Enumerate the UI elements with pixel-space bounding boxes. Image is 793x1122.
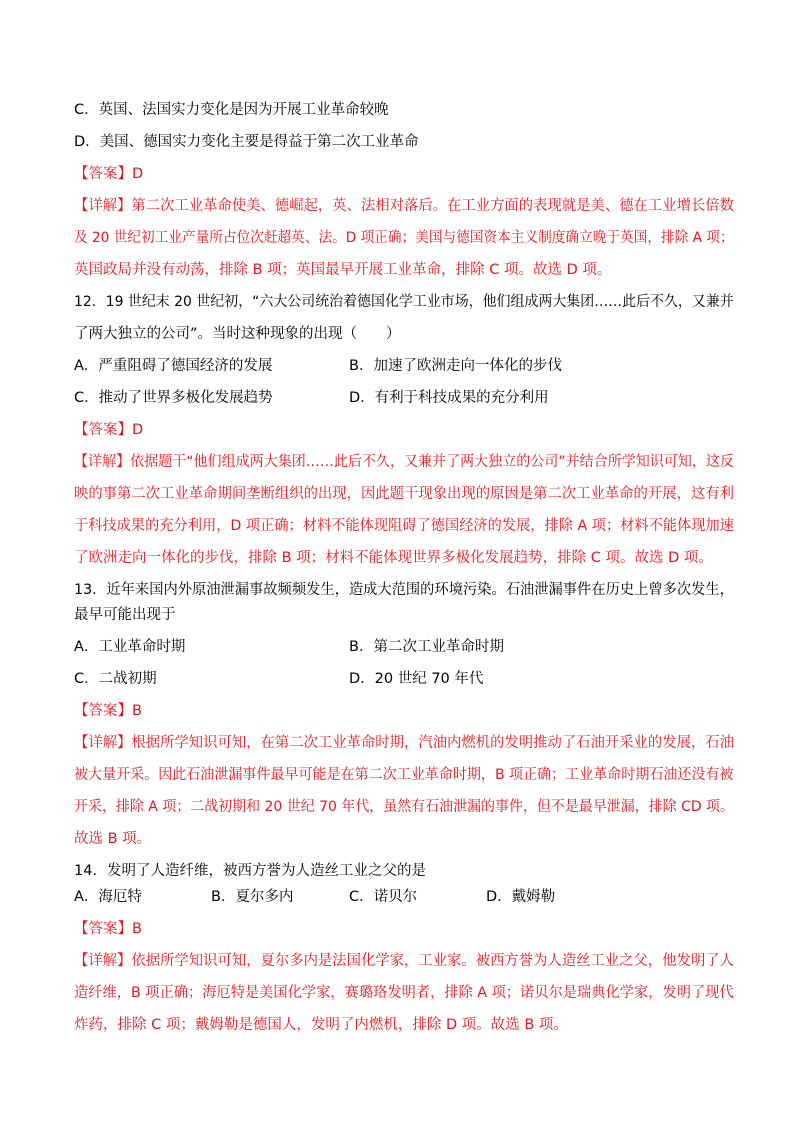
- q12-option-b: B．加速了欧洲走向一体化的步伐: [349, 358, 562, 374]
- q13-option-a: A．工业革命时期: [74, 639, 186, 655]
- q14-answer: 【答案】B: [74, 921, 142, 937]
- q12-answer: 【答案】D: [74, 422, 144, 438]
- q11-option-c: C．英国、法国实力变化是因为开展工业革命较晚: [74, 102, 389, 118]
- q11-answer: 【答案】D: [74, 166, 144, 182]
- q13-detail-line: 开采，排除 A 项；二战初期和 20 世纪 70 年代，虽然有石油泄漏的事件，但不是最早泄漏，排除 CD 项。: [74, 799, 734, 815]
- q12-detail-line: 映的事第二次工业革命期间垄断组织的出现，因此题干现象出现的原因是第二次工业革命的开展，这有利: [74, 486, 734, 502]
- q14-option-b: B．夏尔多内: [211, 889, 294, 905]
- q14-stem: 14．发明了人造纤维，被西方誉为人造丝工业之父的是: [74, 863, 426, 879]
- q13-detail-line: 被大量开采。因此石油泄漏事件最早可能是在第二次工业革命时期，B 项正确；工业革命时期石油还没有被: [74, 767, 734, 783]
- q12-option-d: D．有利于科技成果的充分利用: [349, 390, 549, 406]
- q13-stem-line: 13．近年来国内外原油泄漏事故频频发生，造成大范围的环境污染。石油泄漏事件在历史上曾多次发生，: [74, 582, 734, 598]
- q14-option-d: D．戴姆勒: [486, 889, 556, 905]
- q14-detail-line: 造纤维，B 项正确；海厄特是美国化学家，赛璐珞发明者，排除 A 项；诺贝尔是瑞典化学家，发明了现代: [74, 985, 734, 1001]
- q13-answer: 【答案】B: [74, 703, 142, 719]
- q11-detail-line: 及 20 世纪初工业产量所占位次赶超英、法。D 项正确；美国与德国资本主义制度确立晚于英国，排除 A 项；: [74, 230, 734, 246]
- q12-option-c: C．推动了世界多极化发展趋势: [74, 390, 273, 406]
- q12-stem-line: 了两大独立的公司”。当时这种现象的出现（ ）: [74, 326, 401, 342]
- q14-option-c: C．诺贝尔: [349, 889, 418, 905]
- q13-option-b: B．第二次工业革命时期: [349, 639, 504, 655]
- q13-detail-line: 【详解】根据所学知识可知，在第二次工业革命时期，汽油内燃机的发明推动了石油开采业的发展，石油: [74, 735, 734, 751]
- q13-option-d: D．20 世纪 70 年代: [349, 671, 484, 687]
- q11-detail-line: 【详解】第二次工业革命使美、德崛起，英、法相对落后。在工业方面的表现就是美、德在工业增长倍数: [74, 198, 734, 214]
- q12-detail-line: 了欧洲走向一体化的步伐，排除 B 项；材料不能体现世界多极化发展趋势，排除 C 项。故选 D 项。: [74, 550, 713, 566]
- q14-detail-line: 炸药，排除 C 项；戴姆勒是德国人，发明了内燃机，排除 D 项。故选 B 项。: [74, 1017, 568, 1033]
- q12-detail-line: 于科技成果的充分利用，D 项正确；材料不能体现阻碍了德国经济的发展，排除 A 项；材料不能体现加速: [74, 518, 734, 534]
- q11-detail-line: 英国政局并没有动荡，排除 B 项；英国最早开展工业革命，排除 C 项。故选 D 项。: [74, 262, 612, 278]
- q12-option-a: A．严重阻碍了德国经济的发展: [74, 358, 273, 374]
- q14-option-a: A．海厄特: [74, 889, 142, 905]
- q13-detail-line: 故选 B 项。: [74, 831, 152, 847]
- q14-detail-line: 【详解】依据所学知识可知，夏尔多内是法国化学家，工业家。被西方誉为人造丝工业之父，他发明了人: [74, 953, 734, 969]
- q11-option-d: D．美国、德国实力变化主要是得益于第二次工业革命: [74, 134, 419, 150]
- q12-stem-line: 12．19 世纪末 20 世纪初，“六大公司统治着德国化学工业市场，他们组成两大集团……此后不久，又兼并: [74, 294, 734, 310]
- q12-detail-line: 【详解】依据题干“他们组成两大集团……此后不久，又兼并了两大独立的公司”并结合所学知识可知，这反: [74, 454, 735, 470]
- q13-option-c: C．二战初期: [74, 671, 157, 687]
- q13-stem-line: 最早可能出现于: [74, 607, 176, 623]
